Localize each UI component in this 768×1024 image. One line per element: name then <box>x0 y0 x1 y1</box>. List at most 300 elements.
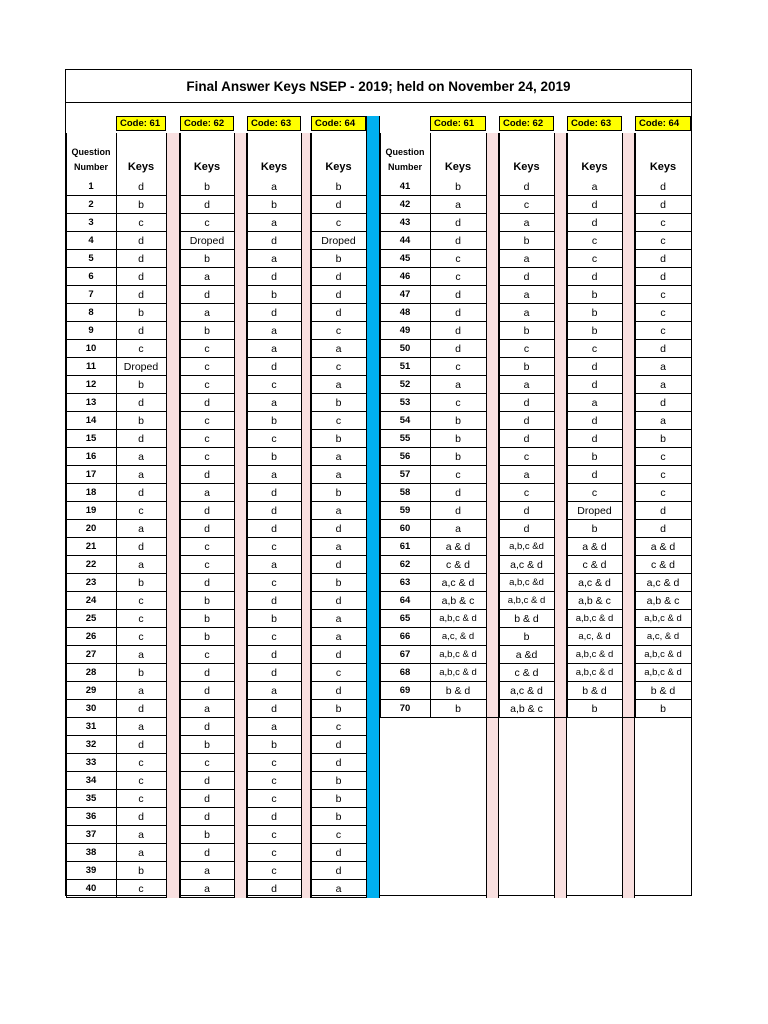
question-number: 15 <box>66 430 116 448</box>
answer-key: d <box>567 196 622 214</box>
answer-key: a,b & c <box>567 592 622 610</box>
answer-key: c <box>180 646 234 664</box>
answer-key: b <box>311 790 366 808</box>
question-number: 53 <box>380 394 430 412</box>
question-number: 59 <box>380 502 430 520</box>
answer-key: c & d <box>635 556 691 574</box>
answer-key: c <box>180 556 234 574</box>
answer-key: a,b,c & d <box>430 664 486 682</box>
answer-key: d <box>567 376 622 394</box>
answer-key: c <box>116 772 166 790</box>
answer-key: a & d <box>430 538 486 556</box>
answer-key: a <box>247 250 301 268</box>
question-number: 68 <box>380 664 430 682</box>
answer-key: c <box>180 538 234 556</box>
answer-key: c <box>635 304 691 322</box>
answer-key: b <box>247 196 301 214</box>
answer-key: b <box>116 664 166 682</box>
question-number: 12 <box>66 376 116 394</box>
answer-key: c <box>247 376 301 394</box>
answer-key: a <box>567 178 622 196</box>
answer-key: a <box>180 880 234 898</box>
answer-key: a,b,c &d <box>499 538 554 556</box>
answer-key: a <box>567 394 622 412</box>
answer-key: a <box>311 340 366 358</box>
answer-key: c <box>247 844 301 862</box>
answer-key: d <box>635 520 691 538</box>
answer-key: d <box>430 340 486 358</box>
answer-key: d <box>247 880 301 898</box>
answer-key: c <box>567 232 622 250</box>
answer-key: c <box>116 754 166 772</box>
answer-key: b <box>116 412 166 430</box>
answer-key: d <box>567 412 622 430</box>
answer-key: a,c & d <box>567 574 622 592</box>
answer-key: d <box>247 520 301 538</box>
question-number: 30 <box>66 700 116 718</box>
question-number-header <box>380 145 430 175</box>
answer-key: d <box>180 574 234 592</box>
answer-key: d <box>635 250 691 268</box>
answer-key: c <box>247 430 301 448</box>
answer-key: a <box>499 376 554 394</box>
answer-key: b <box>499 232 554 250</box>
answer-key: d <box>247 808 301 826</box>
answer-key: d <box>311 592 366 610</box>
question-number: 23 <box>66 574 116 592</box>
answer-key: d <box>430 214 486 232</box>
answer-key: c <box>311 826 366 844</box>
answer-key: d <box>499 520 554 538</box>
question-number: 10 <box>66 340 116 358</box>
keys-header: Keys <box>581 161 608 173</box>
answer-key: a <box>247 322 301 340</box>
question-number: 60 <box>380 520 430 538</box>
code-label: Code: 62 <box>180 116 234 131</box>
answer-key: c <box>635 322 691 340</box>
answer-key: c <box>116 214 166 232</box>
answer-key: a <box>247 178 301 196</box>
answer-key: a,c & d <box>430 574 486 592</box>
spacer-column <box>301 133 311 898</box>
code-label: Code: 62 <box>499 116 554 131</box>
question-number: 13 <box>66 394 116 412</box>
question-number: 35 <box>66 790 116 808</box>
answer-key: a <box>247 340 301 358</box>
code-label: Code: 63 <box>567 116 622 131</box>
answer-key: c <box>180 340 234 358</box>
question-number: 63 <box>380 574 430 592</box>
question-number: 5 <box>66 250 116 268</box>
question-number: 67 <box>380 646 430 664</box>
question-number: 16 <box>66 448 116 466</box>
question-number: 25 <box>66 610 116 628</box>
answer-key: a & d <box>635 538 691 556</box>
answer-key: b <box>116 196 166 214</box>
answer-key: d <box>116 484 166 502</box>
answer-key: c <box>116 880 166 898</box>
answer-key: a,c & d <box>499 556 554 574</box>
code-label: Code: 64 <box>635 116 691 131</box>
answer-key: d <box>180 664 234 682</box>
answer-key: c <box>311 322 366 340</box>
answer-key: d <box>180 844 234 862</box>
answer-key: b <box>116 376 166 394</box>
answer-key: c <box>247 538 301 556</box>
answer-key: c <box>430 250 486 268</box>
answer-key: c <box>116 502 166 520</box>
code-label: Code: 61 <box>116 116 166 131</box>
question-number: 18 <box>66 484 116 502</box>
answer-key: a,b,c & d <box>567 610 622 628</box>
answer-key: c <box>499 340 554 358</box>
question-number: 45 <box>380 250 430 268</box>
answer-key: c <box>180 412 234 430</box>
answer-key: a <box>499 214 554 232</box>
question-number: 1 <box>66 178 116 196</box>
answer-key: d <box>247 268 301 286</box>
spacer-column <box>234 133 247 898</box>
answer-key: c <box>247 790 301 808</box>
answer-key: d <box>247 304 301 322</box>
answer-key: a <box>311 610 366 628</box>
answer-key: c <box>567 484 622 502</box>
question-number: 2 <box>66 196 116 214</box>
answer-key: a,b,c & d <box>430 646 486 664</box>
answer-key: c <box>180 376 234 394</box>
question-number: 24 <box>66 592 116 610</box>
question-number: 17 <box>66 466 116 484</box>
answer-key: c <box>635 484 691 502</box>
answer-key: b <box>430 448 486 466</box>
answer-key: d <box>311 556 366 574</box>
question-number: 50 <box>380 340 430 358</box>
answer-key: d <box>116 808 166 826</box>
question-number: 38 <box>66 844 116 862</box>
question-number: 21 <box>66 538 116 556</box>
question-number: 9 <box>66 322 116 340</box>
answer-key: a <box>430 196 486 214</box>
answer-key: d <box>499 394 554 412</box>
answer-key: d <box>430 304 486 322</box>
question-number: 48 <box>380 304 430 322</box>
answer-key: a,c, & d <box>567 628 622 646</box>
answer-key: d <box>116 322 166 340</box>
answer-key: a <box>247 394 301 412</box>
answer-key: b <box>311 574 366 592</box>
answer-key: d <box>635 178 691 196</box>
answer-key: d <box>567 268 622 286</box>
answer-key: d <box>180 772 234 790</box>
answer-key: c <box>430 394 486 412</box>
answer-key: d <box>180 682 234 700</box>
answer-key: Droped <box>180 232 234 250</box>
answer-key: a <box>247 214 301 232</box>
answer-key: c <box>116 610 166 628</box>
answer-key: b <box>180 178 234 196</box>
spacer-column <box>554 133 567 898</box>
answer-key: b <box>180 322 234 340</box>
answer-key: a,b,c & d <box>567 664 622 682</box>
question-number: 6 <box>66 268 116 286</box>
answer-key: b <box>311 430 366 448</box>
keys-header: Keys <box>649 161 677 173</box>
answer-key: d <box>247 646 301 664</box>
answer-key: d <box>247 502 301 520</box>
question-number: 55 <box>380 430 430 448</box>
question-number: 8 <box>66 304 116 322</box>
question-number: 65 <box>380 610 430 628</box>
answer-key: d <box>567 466 622 484</box>
keys-header: Keys <box>444 161 472 173</box>
question-number: 42 <box>380 196 430 214</box>
answer-key-sheet <box>65 69 692 896</box>
answer-key: c <box>430 466 486 484</box>
answer-key: d <box>311 304 366 322</box>
column-border <box>234 133 235 898</box>
question-number: 11 <box>66 358 116 376</box>
answer-key: d <box>311 268 366 286</box>
answer-key: b <box>311 772 366 790</box>
keys-header: Keys <box>260 161 288 173</box>
answer-key: c <box>247 628 301 646</box>
answer-key: a <box>635 376 691 394</box>
answer-key: a <box>116 646 166 664</box>
answer-key: d <box>430 286 486 304</box>
row-divider <box>66 102 691 103</box>
answer-key: d <box>247 484 301 502</box>
answer-key: a <box>247 466 301 484</box>
column-border <box>301 133 302 898</box>
answer-key: a,b,c & d <box>635 646 691 664</box>
answer-key: d <box>180 718 234 736</box>
question-number: 3 <box>66 214 116 232</box>
answer-key: a <box>311 376 366 394</box>
spacer-column <box>622 133 635 898</box>
answer-key: c <box>499 448 554 466</box>
question-number: 46 <box>380 268 430 286</box>
answer-key: c <box>247 826 301 844</box>
answer-key: b & d <box>635 682 691 700</box>
answer-key: d <box>116 736 166 754</box>
question-number: 36 <box>66 808 116 826</box>
answer-key: a,b & c <box>499 700 554 718</box>
answer-key: a <box>180 862 234 880</box>
sheet-title: Final Answer Keys NSEP - 2019; held on November 24, 2019 <box>66 70 691 103</box>
answer-key: c & d <box>567 556 622 574</box>
question-number: 61 <box>380 538 430 556</box>
answer-key: d <box>311 754 366 772</box>
answer-key: c <box>311 718 366 736</box>
question-number: 32 <box>66 736 116 754</box>
answer-key: a <box>499 286 554 304</box>
answer-key: d <box>499 430 554 448</box>
answer-key: b <box>430 430 486 448</box>
question-header-line: Number <box>387 162 422 172</box>
answer-key: c <box>116 592 166 610</box>
answer-key: c <box>567 250 622 268</box>
question-number: 19 <box>66 502 116 520</box>
answer-key: a <box>311 628 366 646</box>
answer-key: a,c & d <box>499 682 554 700</box>
answer-key: a,b,c & d <box>635 610 691 628</box>
question-number: 47 <box>380 286 430 304</box>
answer-key: d <box>311 646 366 664</box>
answer-key: c <box>247 574 301 592</box>
answer-key: a <box>499 304 554 322</box>
answer-key: c & d <box>430 556 486 574</box>
answer-key: c <box>180 448 234 466</box>
answer-key: d <box>116 430 166 448</box>
answer-key: d <box>430 322 486 340</box>
answer-key: d <box>499 268 554 286</box>
answer-key: d <box>311 286 366 304</box>
answer-key: a,b,c & d <box>499 592 554 610</box>
answer-key: d <box>311 844 366 862</box>
answer-key: a <box>116 826 166 844</box>
answer-key: Droped <box>311 232 366 250</box>
question-number: 62 <box>380 556 430 574</box>
answer-key: a <box>180 484 234 502</box>
answer-key: a <box>635 358 691 376</box>
answer-key: b <box>311 394 366 412</box>
answer-key: d <box>116 178 166 196</box>
answer-key: a,b,c & d <box>430 610 486 628</box>
answer-key: a <box>116 718 166 736</box>
question-number: 40 <box>66 880 116 898</box>
code-label: Code: 64 <box>311 116 366 131</box>
answer-key: d <box>311 682 366 700</box>
question-number: 51 <box>380 358 430 376</box>
answer-key: c <box>180 430 234 448</box>
question-number: 56 <box>380 448 430 466</box>
question-header-line: Question <box>71 147 111 157</box>
answer-key: b <box>635 430 691 448</box>
answer-key: b <box>430 412 486 430</box>
column-border <box>166 133 167 898</box>
question-number: 39 <box>66 862 116 880</box>
question-number: 7 <box>66 286 116 304</box>
answer-key: d <box>116 700 166 718</box>
answer-key: b <box>247 736 301 754</box>
answer-key: a <box>635 412 691 430</box>
answer-key: c <box>311 664 366 682</box>
answer-key: d <box>635 502 691 520</box>
answer-key: d <box>567 358 622 376</box>
question-number: 43 <box>380 214 430 232</box>
answer-key: d <box>180 394 234 412</box>
answer-key: a <box>116 448 166 466</box>
answer-key: c & d <box>499 664 554 682</box>
answer-key: b <box>430 700 486 718</box>
question-number: 66 <box>380 628 430 646</box>
answer-key: c <box>180 754 234 772</box>
answer-key: b <box>499 358 554 376</box>
code-label: Code: 61 <box>430 116 486 131</box>
question-number: 20 <box>66 520 116 538</box>
answer-key: b <box>567 520 622 538</box>
keys-header: Keys <box>193 161 221 173</box>
code-label: Code: 63 <box>247 116 301 131</box>
answer-key: a <box>180 304 234 322</box>
answer-key: a,c, & d <box>430 628 486 646</box>
question-number: 58 <box>380 484 430 502</box>
answer-key: d <box>116 268 166 286</box>
answer-key: d <box>567 430 622 448</box>
question-number: 31 <box>66 718 116 736</box>
spacer-column <box>166 133 180 898</box>
answer-key: d <box>635 268 691 286</box>
spacer-column <box>486 133 499 898</box>
answer-key: b <box>247 286 301 304</box>
answer-key: b <box>180 250 234 268</box>
answer-key: d <box>247 358 301 376</box>
question-number: 70 <box>380 700 430 718</box>
answer-key: a <box>116 682 166 700</box>
answer-key: b <box>499 628 554 646</box>
answer-key: c <box>311 214 366 232</box>
answer-key: c <box>567 340 622 358</box>
answer-key: a <box>116 844 166 862</box>
answer-key: d <box>430 502 486 520</box>
answer-key: d <box>430 484 486 502</box>
question-number: 26 <box>66 628 116 646</box>
question-number: 57 <box>380 466 430 484</box>
answer-key: a <box>430 376 486 394</box>
answer-key: d <box>116 394 166 412</box>
answer-key: b & d <box>499 610 554 628</box>
answer-key: a & d <box>567 538 622 556</box>
answer-key: d <box>180 520 234 538</box>
answer-key: a <box>247 718 301 736</box>
answer-key: d <box>635 394 691 412</box>
question-number: 44 <box>380 232 430 250</box>
answer-key: d <box>635 340 691 358</box>
answer-key: c <box>247 862 301 880</box>
question-number: 37 <box>66 826 116 844</box>
question-number: 49 <box>380 322 430 340</box>
answer-key: d <box>311 862 366 880</box>
question-number: 22 <box>66 556 116 574</box>
answer-key: c <box>635 448 691 466</box>
question-header-line: Question <box>385 147 425 157</box>
answer-key: c <box>430 358 486 376</box>
answer-key: b <box>311 178 366 196</box>
answer-key: a &d <box>499 646 554 664</box>
answer-key: b <box>635 700 691 718</box>
question-number: 4 <box>66 232 116 250</box>
answer-key: a <box>116 466 166 484</box>
answer-key: c <box>116 628 166 646</box>
question-number: 54 <box>380 412 430 430</box>
answer-key: d <box>247 592 301 610</box>
answer-key: c <box>499 196 554 214</box>
answer-key: a <box>311 502 366 520</box>
answer-key: b <box>311 250 366 268</box>
question-number: 28 <box>66 664 116 682</box>
answer-key: Droped <box>116 358 166 376</box>
answer-key: b <box>567 322 622 340</box>
column-border <box>486 133 487 718</box>
answer-key: d <box>116 232 166 250</box>
column-border <box>554 133 555 718</box>
answer-key: d <box>116 286 166 304</box>
separator-column <box>366 116 380 898</box>
answer-key: b <box>311 484 366 502</box>
answer-key: b <box>247 412 301 430</box>
question-number: 33 <box>66 754 116 772</box>
answer-key: c <box>311 358 366 376</box>
